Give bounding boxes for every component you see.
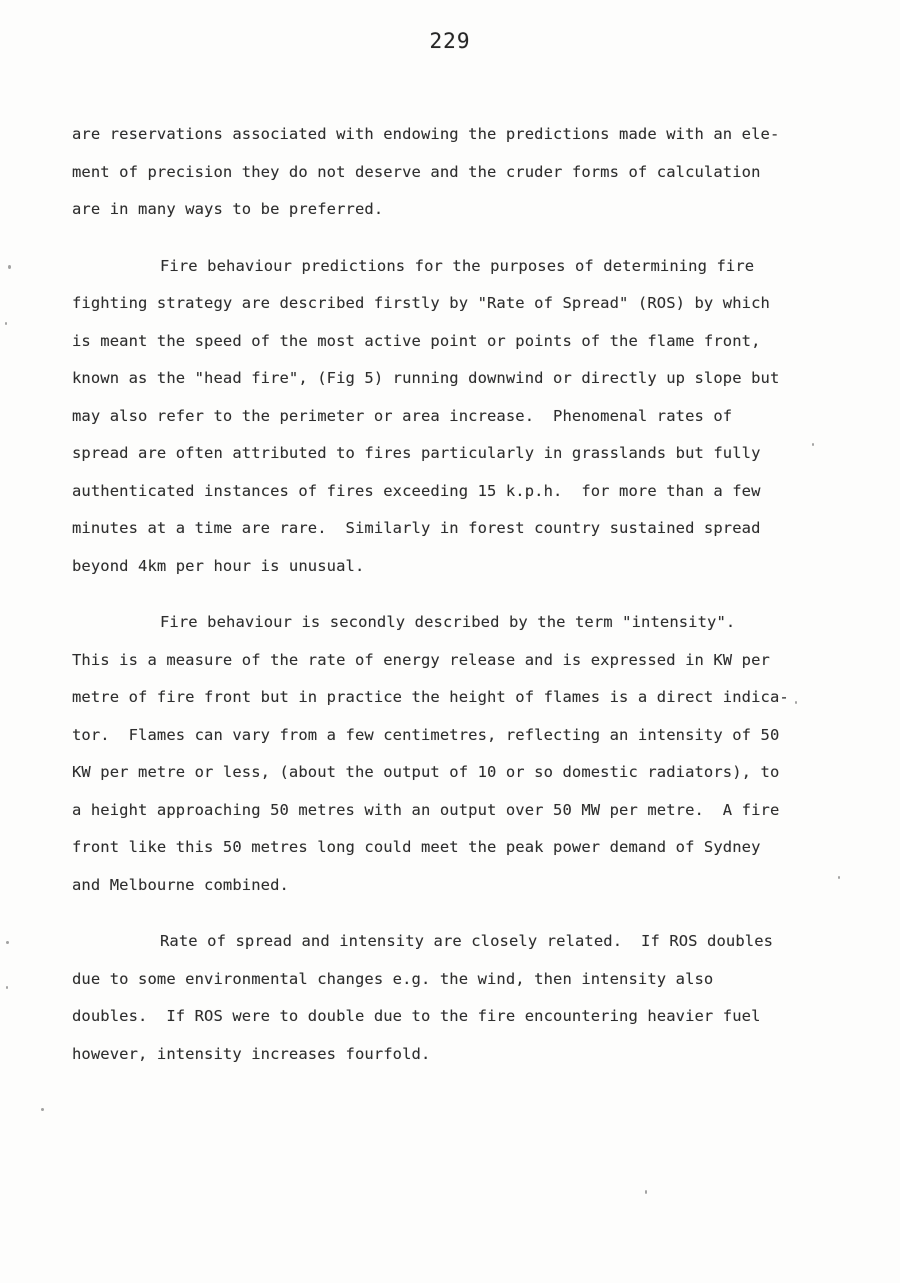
paragraph	[72, 248, 812, 586]
text-line: Fire behaviour is secondly described by the term "intensity".	[160, 613, 736, 631]
text-line: authenticated instances of fires exceeding 15 k.p.h. for more than a few	[72, 481, 761, 500]
text-line: may also refer to the perimeter or area increase. Phenomenal rates of	[72, 406, 733, 425]
page-body	[72, 116, 812, 1073]
text-line: due to some environmental changes e.g. the wind, then intensity also	[72, 969, 714, 988]
scan-speck	[5, 322, 7, 325]
text-line: doubles. If ROS were to double due to the fire encountering heavier fuel	[72, 1007, 761, 1025]
paragraph	[72, 604, 812, 904]
paragraph	[72, 923, 812, 1073]
scan-speck	[8, 265, 11, 269]
scan-speck	[795, 701, 797, 704]
text-line: ment of precision they do not deserve and the cruder forms of calculation	[72, 162, 761, 181]
text-line: beyond 4km per hour is unusual.	[72, 556, 365, 575]
scan-speck	[838, 876, 840, 879]
page-number: 229	[429, 29, 471, 53]
text-line: front like this 50 metres long could meet the peak power demand of Sydney	[72, 838, 761, 856]
scan-speck	[645, 1190, 647, 1194]
scan-speck	[812, 443, 814, 446]
text-line: metre of fire front but in practice the height of flames is a direct indica-	[72, 688, 789, 706]
text-line: minutes at a time are rare. Similarly in forest country sustained spread	[72, 519, 761, 537]
text-line: fighting strategy are described firstly by "Rate of Spread" (ROS) by which	[72, 294, 770, 312]
text-line: are in many ways to be preferred.	[72, 200, 384, 218]
text-line: is meant the speed of the most active point or points of the flame front,	[72, 331, 761, 350]
text-line: Rate of spread and intensity are closely related. If ROS doubles	[160, 932, 774, 950]
text-line: and Melbourne combined.	[72, 875, 289, 894]
scan-speck	[6, 986, 8, 989]
text-line: KW per metre or less, (about the output of 10 or so domestic radiators), to	[72, 763, 780, 781]
text-line: spread are often attributed to fires particularly in grasslands but fully	[72, 444, 761, 462]
scan-speck	[41, 1108, 44, 1111]
paragraph	[72, 116, 812, 229]
scan-speck	[6, 941, 9, 944]
text-line: a height approaching 50 metres with an output over 50 MW per metre. A fire	[72, 800, 780, 819]
text-line: however, intensity increases fourfold.	[72, 1044, 431, 1063]
text-line: This is a measure of the rate of energy release and is expressed in KW per	[72, 650, 770, 669]
text-line: are reservations associated with endowing the predictions made with an ele-	[72, 125, 780, 143]
text-line: known as the "head fire", (Fig 5) running downwind or directly up slope but	[72, 369, 780, 387]
text-line: Fire behaviour predictions for the purposes of determining fire	[160, 256, 755, 275]
text-line: tor. Flames can vary from a few centimetres, reflecting an intensity of 50	[72, 725, 780, 744]
